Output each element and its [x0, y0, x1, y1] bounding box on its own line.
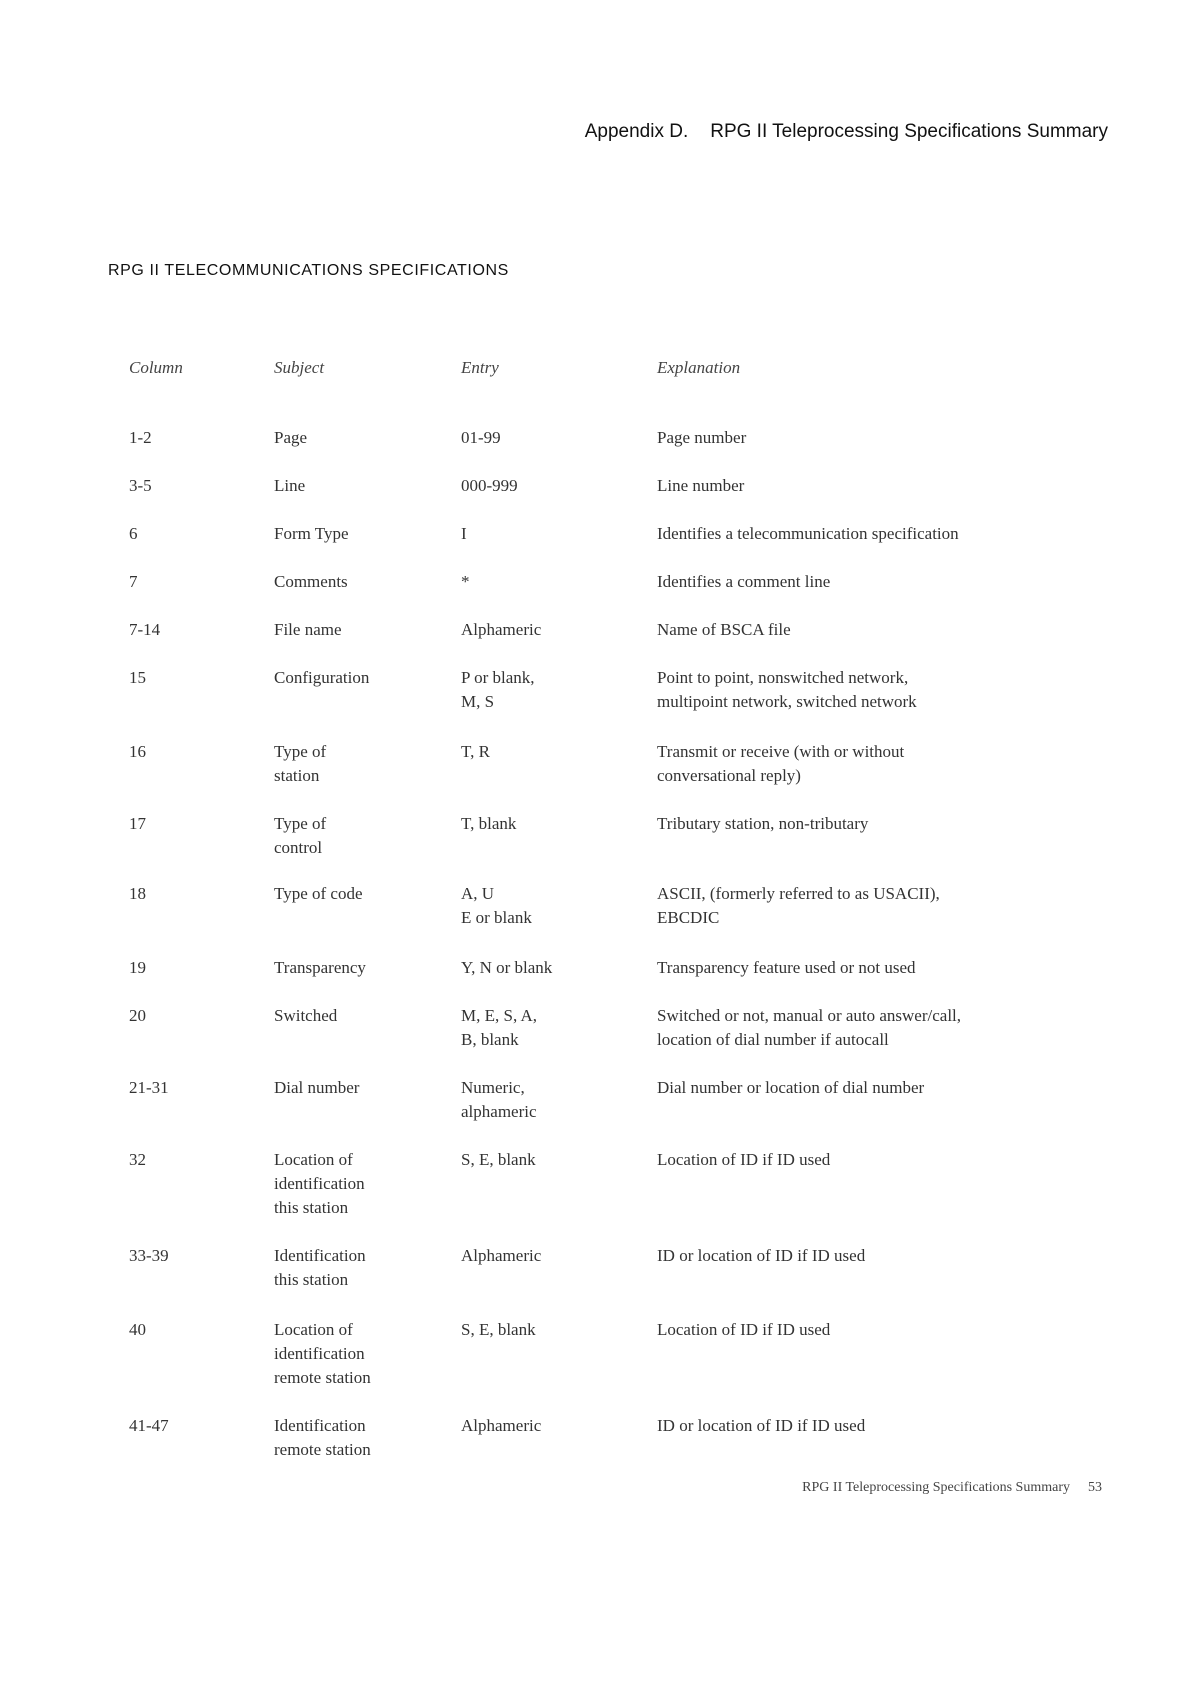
cell-entry: [461, 1148, 641, 1172]
cell-subject-line: Location of: [274, 1320, 353, 1339]
cell-column: 1-2: [129, 428, 152, 447]
cell-column: 17: [129, 814, 146, 833]
cell-subject: [274, 1318, 444, 1390]
running-head-title: RPG II Teleprocessing Specifications Summary: [710, 121, 1108, 142]
cell-entry-line: *: [461, 572, 470, 591]
cell-explanation-line: ID or location of ID if ID used: [657, 1246, 866, 1265]
cell-entry: [461, 474, 641, 498]
cell-explanation: [657, 1076, 1087, 1100]
cell-subject-line: Line: [274, 476, 306, 495]
cell-entry-line: B, blank: [461, 1030, 519, 1049]
cell-subject-line: Type of: [274, 814, 327, 833]
cell-entry-line: Alphameric: [461, 620, 542, 639]
cell-explanation-line: Point to point, nonswitched network,: [657, 668, 909, 687]
cell-subject-line: identification: [274, 1174, 365, 1193]
cell-subject: [274, 474, 444, 498]
cell-entry-line: 01-99: [461, 428, 501, 447]
cell-column: 16: [129, 742, 146, 761]
header-subject: Subject: [274, 358, 325, 377]
cell-entry: [461, 666, 641, 714]
cell-column: 19: [129, 958, 146, 977]
cell-entry-line: Y, N or blank: [461, 958, 553, 977]
cell-explanation-line: Transparency feature used or not used: [657, 958, 916, 977]
cell-subject-line: Form Type: [274, 524, 349, 543]
cell-column: 7: [129, 572, 138, 591]
cell-entry: [461, 812, 641, 836]
cell-entry-line: S, E, blank: [461, 1150, 536, 1169]
cell-explanation-line: multipoint network, switched network: [657, 692, 917, 711]
cell-explanation-line: Page number: [657, 428, 747, 447]
cell-subject: [274, 1414, 444, 1462]
cell-explanation-line: Identifies a telecommunication specification: [657, 524, 959, 543]
header-entry: Entry: [461, 358, 499, 377]
cell-entry-line: alphameric: [461, 1102, 537, 1121]
cell-entry-line: I: [461, 524, 467, 543]
cell-subject-line: control: [274, 838, 323, 857]
header-explanation: Explanation: [657, 358, 741, 377]
cell-subject: [274, 666, 444, 690]
cell-explanation-line: EBCDIC: [657, 908, 720, 927]
cell-explanation-line: Line number: [657, 476, 745, 495]
cell-explanation: [657, 1318, 1087, 1342]
cell-subject-line: remote station: [274, 1440, 371, 1459]
cell-explanation-line: ASCII, (formerly referred to as USACII),: [657, 884, 940, 903]
cell-explanation-line: Location of ID if ID used: [657, 1320, 831, 1339]
cell-entry-line: Numeric,: [461, 1078, 525, 1097]
cell-subject-line: Type of code: [274, 884, 363, 903]
cell-explanation: [657, 1244, 1087, 1268]
cell-column: 7-14: [129, 620, 161, 639]
cell-explanation: [657, 740, 1087, 788]
header-column: Column: [129, 358, 183, 377]
cell-explanation-line: Dial number or location of dial number: [657, 1078, 925, 1097]
cell-column: 20: [129, 1006, 146, 1025]
cell-subject: [274, 1076, 444, 1100]
cell-column: 41-47: [129, 1416, 169, 1435]
cell-explanation: [657, 474, 1087, 498]
page-number: 53: [1088, 1480, 1102, 1495]
cell-subject-line: Page: [274, 428, 308, 447]
cell-explanation-line: conversational reply): [657, 766, 801, 785]
cell-entry: [461, 426, 641, 450]
cell-explanation: [657, 426, 1087, 450]
cell-subject-line: Type of: [274, 742, 327, 761]
cell-entry: [461, 1318, 641, 1342]
footer-title: RPG II Teleprocessing Specifications Summary: [802, 1480, 1070, 1495]
appendix-label: Appendix D.: [584, 121, 689, 142]
cell-subject-line: station: [274, 766, 320, 785]
cell-subject-line: Configuration: [274, 668, 370, 687]
cell-entry: [461, 882, 641, 930]
cell-explanation: [657, 956, 1087, 980]
cell-subject: [274, 1244, 444, 1292]
cell-entry-line: P or blank,: [461, 668, 535, 687]
cell-entry-line: Alphameric: [461, 1246, 542, 1265]
cell-entry-line: 000-999: [461, 476, 518, 495]
cell-explanation-line: Switched or not, manual or auto answer/call,: [657, 1006, 962, 1025]
cell-subject: [274, 618, 444, 642]
cell-entry-line: S, E, blank: [461, 1320, 536, 1339]
cell-subject: [274, 1148, 444, 1220]
cell-explanation: [657, 522, 1087, 546]
cell-subject: [274, 740, 444, 788]
cell-subject: [274, 1004, 444, 1028]
cell-column: 21-31: [129, 1078, 169, 1097]
cell-subject: [274, 426, 444, 450]
cell-explanation: [657, 812, 1087, 836]
cell-column: 6: [129, 524, 138, 543]
cell-entry-line: T, blank: [461, 814, 517, 833]
cell-explanation: [657, 570, 1087, 594]
cell-entry: [461, 740, 641, 764]
cell-subject-line: this station: [274, 1270, 349, 1289]
cell-subject-line: Dial number: [274, 1078, 360, 1097]
cell-column: 32: [129, 1150, 146, 1169]
cell-entry: [461, 1244, 641, 1268]
cell-subject-line: identification: [274, 1344, 365, 1363]
cell-entry-line: A, U: [461, 884, 495, 903]
cell-entry-line: M, S: [461, 692, 495, 711]
cell-subject-line: File name: [274, 620, 342, 639]
cell-explanation-line: Location of ID if ID used: [657, 1150, 831, 1169]
cell-column: 40: [129, 1320, 146, 1339]
cell-subject-line: Identification: [274, 1416, 366, 1435]
cell-explanation: [657, 618, 1087, 642]
cell-entry-line: M, E, S, A,: [461, 1006, 538, 1025]
cell-explanation-line: location of dial number if autocall: [657, 1030, 889, 1049]
cell-explanation: [657, 1414, 1087, 1438]
section-title: RPG II TELECOMMUNICATIONS SPECIFICATIONS: [108, 262, 509, 279]
cell-subject: [274, 570, 444, 594]
cell-explanation-line: Name of BSCA file: [657, 620, 791, 639]
cell-entry-line: T, R: [461, 742, 490, 761]
cell-subject-line: Switched: [274, 1006, 338, 1025]
cell-entry: [461, 1076, 641, 1124]
cell-subject: [274, 522, 444, 546]
cell-column: 18: [129, 884, 146, 903]
cell-explanation-line: Identifies a comment line: [657, 572, 831, 591]
cell-subject-line: remote station: [274, 1368, 371, 1387]
cell-subject-line: this station: [274, 1198, 349, 1217]
cell-entry: [461, 570, 641, 594]
cell-explanation: [657, 1004, 1087, 1052]
cell-explanation: [657, 1148, 1087, 1172]
cell-entry-line: Alphameric: [461, 1416, 542, 1435]
cell-subject-line: Comments: [274, 572, 348, 591]
cell-entry: [461, 956, 641, 980]
cell-explanation-line: ID or location of ID if ID used: [657, 1416, 866, 1435]
cell-explanation-line: Transmit or receive (with or without: [657, 742, 905, 761]
cell-entry: [461, 1414, 641, 1438]
running-head: [585, 121, 1108, 143]
cell-subject: [274, 956, 444, 980]
cell-column: 33-39: [129, 1246, 169, 1265]
cell-subject: [274, 812, 444, 860]
cell-column: 15: [129, 668, 146, 687]
cell-entry: [461, 522, 641, 546]
cell-subject-line: Identification: [274, 1246, 366, 1265]
cell-explanation: [657, 882, 1087, 930]
cell-entry-line: E or blank: [461, 908, 532, 927]
cell-column: 3-5: [129, 476, 152, 495]
cell-subject-line: Transparency: [274, 958, 366, 977]
cell-subject-line: Location of: [274, 1150, 353, 1169]
cell-entry: [461, 1004, 641, 1052]
cell-entry: [461, 618, 641, 642]
page-footer: [802, 1480, 1102, 1496]
cell-subject: [274, 882, 444, 906]
cell-explanation-line: Tributary station, non-tributary: [657, 814, 869, 833]
cell-explanation: [657, 666, 1087, 714]
